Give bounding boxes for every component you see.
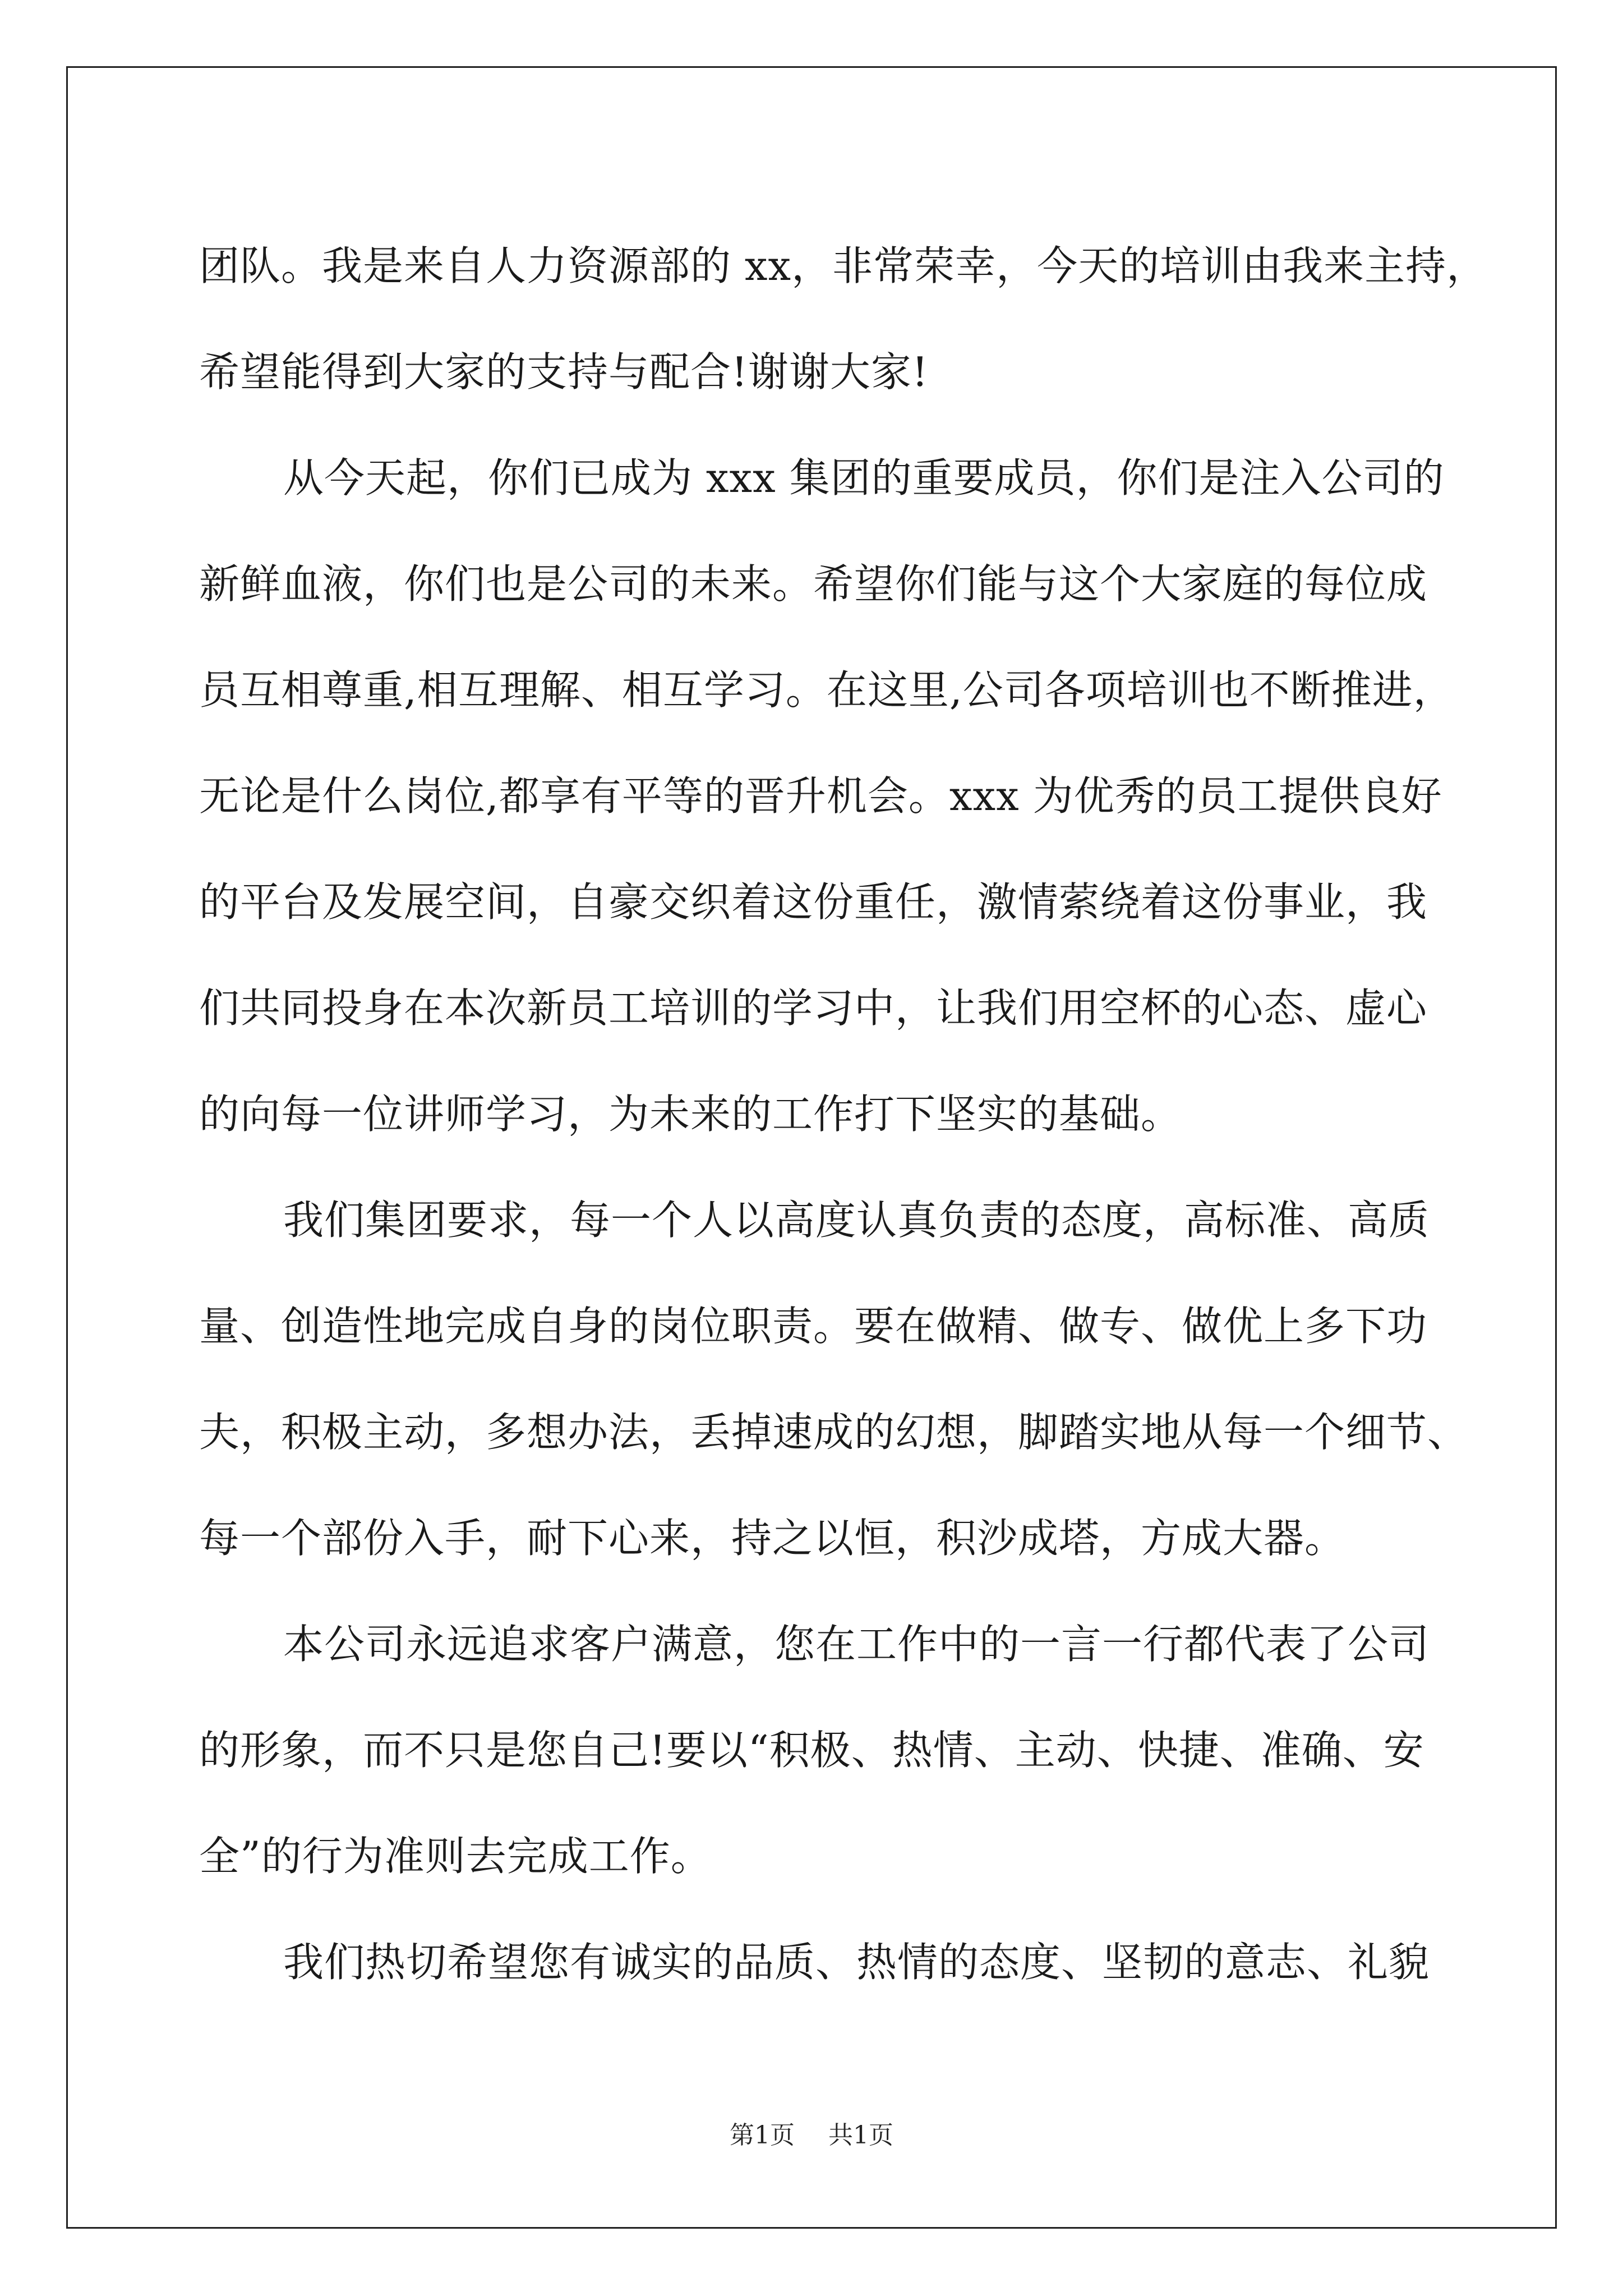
text-line: 的形象，而不只是您自己!要以“积极、热情、主动、快捷、准确、安 xyxy=(199,1727,1424,1774)
text-line: 希望能得到大家的支持与配合!谢谢大家! xyxy=(199,348,929,395)
page-footer xyxy=(0,2115,1623,2151)
text-line: 无论是什么岗位,都享有平等的晋升机会。xxx 为优秀的员工提供良好 xyxy=(199,772,1442,820)
text-line: 我们热切希望您有诚实的品质、热情的态度、坚韧的意志、礼貌 xyxy=(283,1939,1430,1986)
page-number-total: 共1页 xyxy=(828,2121,893,2150)
text-line: 从今天起，你们已成为 xxx 集团的重要成员，你们是注入公司的 xyxy=(283,454,1445,501)
text-line: 们共同投身在本次新员工培训的学习中，让我们用空杯的心态、虚心 xyxy=(199,984,1428,1032)
text-line: 团队。我是来自人力资源部的 xx，非常荣幸，今天的培训由我来主持， xyxy=(199,242,1488,289)
text-line: 的向每一位讲师学习，为未来的工作打下坚实的基础。 xyxy=(199,1091,1182,1138)
text-line: 员互相尊重,相互理解、相互学习。在这里,公司各项培训也不断推进， xyxy=(199,666,1454,714)
document-body xyxy=(199,213,1488,2016)
text-line: 全”的行为准则去完成工作。 xyxy=(199,1833,712,1880)
text-line: 我们集团要求，每一个人以高度认真负责的态度，高标准、高质 xyxy=(283,1197,1430,1244)
page-number-current: 第1页 xyxy=(730,2121,795,2150)
text-line: 量、创造性地完成自身的岗位职责。要在做精、做专、做优上多下功 xyxy=(199,1303,1428,1350)
text-line: 本公司永远追求客户满意，您在工作中的一言一行都代表了公司 xyxy=(283,1621,1430,1668)
text-line: 的平台及发展空间，自豪交织着这份重任，激情萦绕着这份事业，我 xyxy=(199,878,1428,926)
text-line: 每一个部份入手，耐下心来，持之以恒，积沙成塔，方成大器。 xyxy=(199,1515,1346,1562)
text-line: 夫，积极主动，多想办法，丢掉速成的幻想，脚踏实地从每一个细节、 xyxy=(199,1409,1469,1456)
text-line: 新鲜血液，你们也是公司的未来。希望你们能与这个大家庭的每位成 xyxy=(199,560,1428,608)
